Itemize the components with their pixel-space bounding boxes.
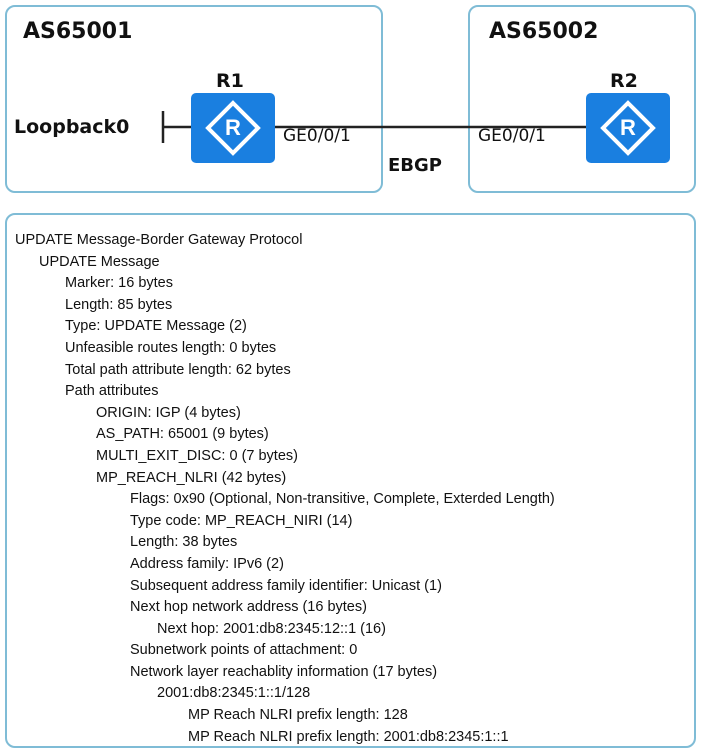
router-icon: [586, 93, 670, 163]
packet-field-line: UPDATE Message: [39, 253, 160, 270]
packet-field-line: MULTI_EXIT_DISC: 0 (7 bytes): [96, 447, 298, 464]
packet-field-line: Unfeasible routes length: 0 bytes: [65, 339, 277, 356]
packet-field-line: MP Reach NLRI prefix length: 128: [188, 707, 408, 724]
r1-interface-label: GE0/0/1: [283, 126, 351, 146]
packet-field-line: Total path attribute length: 62 bytes: [65, 361, 291, 378]
packet-field-line: 2001:db8:2345:1::1/128: [157, 685, 311, 702]
as65002-label: AS65002: [489, 19, 599, 44]
ebgp-label: EBGP: [388, 155, 442, 176]
packet-field-line: Marker: 16 bytes: [65, 275, 173, 292]
bgp-update-packet-box: [5, 213, 696, 748]
packet-field-line: UPDATE Message-Border Gateway Protocol: [15, 232, 303, 248]
packet-field-line: Subnetwork points of attachment: 0: [130, 642, 358, 659]
packet-field-line: Length: 38 bytes: [130, 534, 238, 551]
packet-field-line: ORIGIN: IGP (4 bytes): [96, 404, 241, 421]
r2-interface-label: GE0/0/1: [478, 126, 546, 146]
loopback0-label: Loopback0: [14, 116, 130, 138]
packet-field-line: Type: UPDATE Message (2): [65, 318, 247, 335]
packet-field-line: Next hop network address (16 bytes): [130, 599, 367, 616]
packet-field-line: Subsequent address family identifier: Unicast (1): [130, 577, 442, 594]
packet-field-line: Address family: IPv6 (2): [130, 555, 284, 572]
router-r2-label: R2: [610, 70, 638, 92]
packet-field-line: Network layer reachablity information (17 bytes): [130, 663, 438, 680]
packet-field-line: Next hop: 2001:db8:2345:12::1 (16): [157, 620, 386, 637]
packet-field-line: Length: 85 bytes: [65, 296, 173, 313]
packet-field-line: MP_REACH_NLRI (42 bytes): [96, 469, 287, 486]
router-r1-label: R1: [216, 70, 244, 92]
router-icon: [191, 93, 275, 163]
svg-text:R: R: [620, 115, 636, 140]
svg-text:R: R: [225, 115, 241, 140]
packet-field-line: Flags: 0x90 (Optional, Non-transitive, Complete, Exterded Length): [130, 491, 555, 508]
packet-field-line: MP Reach NLRI prefix length: 2001:db8:2345:1::1: [188, 728, 509, 745]
packet-field-line: AS_PATH: 65001 (9 bytes): [96, 426, 269, 443]
packet-field-line: Type code: MP_REACH_NIRI (14): [130, 512, 353, 529]
packet-field-line: Path attributes: [65, 383, 159, 400]
as65001-label: AS65001: [23, 19, 133, 44]
packet-field-list: [15, 230, 555, 748]
